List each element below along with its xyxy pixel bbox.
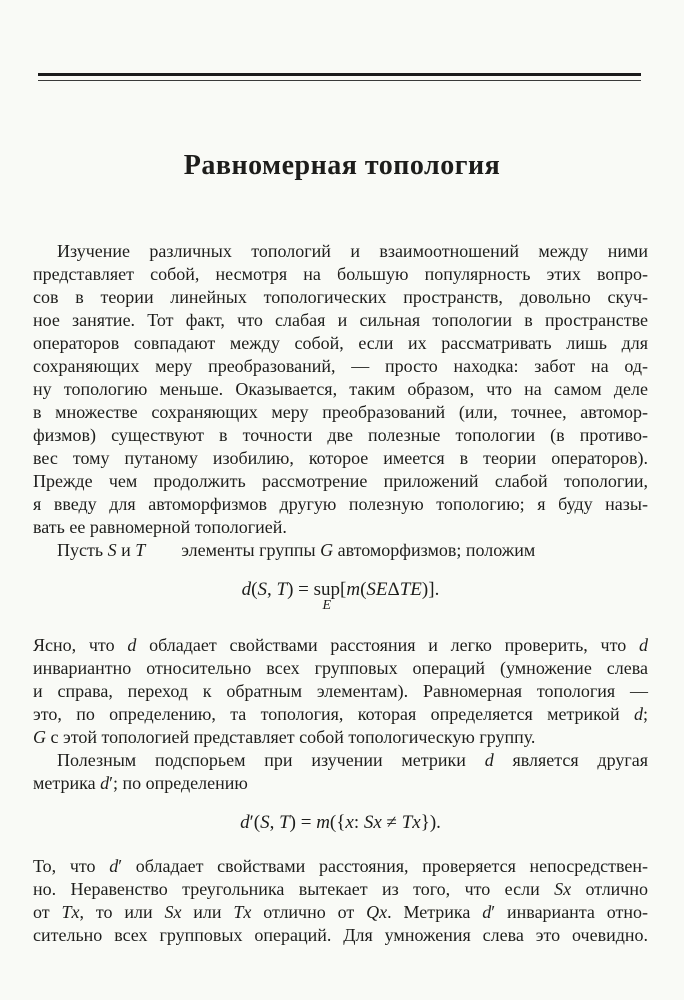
text-line (33, 240, 648, 263)
text-run: и (116, 540, 136, 560)
text-run: вать ее равномерной топологией. (33, 517, 287, 537)
text-run: в множестве сохраняющих меру преобразований (или, точнее, автомор- (33, 402, 648, 422)
math-variable: Tx (61, 902, 80, 922)
math-variable: d (241, 579, 252, 600)
content (33, 240, 648, 947)
text-run: Пусть (57, 540, 108, 560)
math-variable: x (345, 812, 354, 833)
text-line (33, 772, 648, 795)
math-variable: d (240, 812, 250, 833)
paragraph (33, 749, 648, 795)
paragraph (33, 855, 648, 947)
text-run: сохраняющих меру преобразований, — просто находка: забот на од- (33, 356, 648, 376)
math-variable: Qx (366, 902, 388, 922)
text-run: ′ (109, 773, 113, 793)
text-run: , (269, 812, 280, 833)
text-line (33, 493, 648, 516)
math-variable: T (279, 812, 290, 833)
text-line (33, 924, 648, 947)
text-run: ({ (329, 812, 346, 833)
text-run: ′ (249, 812, 254, 833)
text-line (33, 332, 648, 355)
math-variable: S (260, 812, 270, 833)
text-run: с этой топологией представляет собой топологическую группу. (46, 727, 536, 747)
text-run: метрика (33, 773, 101, 793)
math-variable: G (320, 540, 334, 560)
text-run: физмов) существуют в точности две полезные топологии (в противо- (33, 425, 648, 445)
text-run: ( (253, 812, 261, 833)
text-run: ≠ (381, 812, 402, 833)
text-run: элементы группы (181, 540, 321, 560)
page-title: Равномерная топология (183, 150, 501, 181)
text-run: инвариантно относительно всех групповых операций (умножение слева (33, 658, 648, 678)
text-run: представляет собой, несмотря на большую популярность этих вопро- (33, 264, 648, 284)
rule-thin-line (38, 80, 641, 82)
math-variable: Sx (554, 879, 572, 899)
text-line (33, 424, 648, 447)
math-variable: Sx (164, 902, 182, 922)
text-line (33, 516, 648, 539)
text-run: Δ (387, 579, 400, 600)
display-formula (33, 574, 648, 613)
text-run: Ясно, что (33, 635, 128, 655)
text-run: или (181, 902, 234, 922)
text-run: ; по определению (113, 773, 248, 793)
paragraph (33, 539, 648, 562)
text-run: и справа, переход к обратным элементам). Равномерная топология — (33, 681, 648, 701)
math-variable: Tx (233, 902, 252, 922)
text-line (33, 680, 648, 703)
text-line (33, 901, 648, 924)
text-run: от (33, 902, 62, 922)
text-run: ′ (491, 902, 496, 922)
text-run: ) = (289, 812, 317, 833)
text-run: Изучение различных топологий и взаимоотношений между ними (57, 241, 648, 261)
text-line (33, 355, 648, 378)
math-variable: Tx (401, 812, 421, 833)
text-line (33, 378, 648, 401)
text-run: инварианта отно- (495, 902, 648, 922)
math-variable: d (127, 635, 137, 655)
text-line (33, 657, 648, 680)
math-variable: S (257, 579, 267, 600)
math-variable: d (100, 773, 110, 793)
text-run: является другая (493, 750, 648, 770)
text-run: ну топологию меньше. Оказывается, таким образом, что на самом деле (33, 379, 648, 399)
text-run: , то или (79, 902, 165, 922)
math-variable: d (633, 704, 643, 724)
text-run: ; (642, 704, 648, 724)
text-run: отлично от (251, 902, 367, 922)
math-variable: T (276, 579, 288, 600)
text-run: ( (360, 579, 367, 600)
text-run: , (266, 579, 277, 600)
text-run: обладает свойствами расстояния и легко проверить, что (136, 635, 639, 655)
text-run: я введу для автоморфизмов другую полезную топологию; я буду назы- (33, 494, 648, 514)
math-variable: d (482, 902, 492, 922)
text-line (33, 539, 648, 562)
math-variable: SE (366, 579, 388, 600)
text-line (33, 401, 648, 424)
math-variable: d (484, 750, 494, 770)
text-run: }). (420, 812, 441, 833)
paragraph (33, 240, 648, 539)
math-variable: m (316, 812, 330, 833)
display-formula (33, 807, 648, 839)
math-variable: d (109, 856, 119, 876)
text-line (33, 470, 648, 493)
text-run: Полезным подспорьем при изучении метрики (57, 750, 485, 770)
text-run: автоморфизмов; положим (333, 540, 536, 560)
text-line (33, 855, 648, 878)
text-run: отлично (571, 879, 648, 899)
text-run: операторов совпадают между собой, если их рассматривать лишь для (33, 333, 648, 353)
text-run: обладает свойствами расстояния, проверяется непосредствен- (122, 856, 649, 876)
paragraph (33, 634, 648, 749)
math-variable: d (639, 635, 648, 655)
text-line (33, 447, 648, 470)
text-run: . Метрика (387, 902, 483, 922)
text-run (145, 540, 181, 560)
text-run: вес тому путаному изобилию, которое имеется в теории операторов). (33, 448, 648, 468)
text-run: ′ (118, 856, 123, 876)
text-run: это, по определению, та топология, которая определяется метрикой (33, 704, 634, 724)
text-run: [ (340, 579, 347, 600)
text-run: ) = (287, 579, 314, 600)
text-line (33, 263, 648, 286)
text-run: но. Неравенство треугольника вытекает из того, что если (33, 879, 555, 899)
text-run: ( (251, 579, 258, 600)
text-run: ное занятие. Тот факт, что слабая и сильная топологии в пространстве (33, 310, 648, 330)
text-line (33, 309, 648, 332)
sup-operator: sup E (313, 579, 341, 613)
double-rule (38, 73, 641, 81)
text-line (33, 634, 648, 657)
text-run: сов в теории линейных топологических пространств, довольно скуч- (33, 287, 648, 307)
text-run: Прежде чем продолжить рассмотрение приложений слабой топологии, (33, 471, 648, 491)
rule-thick-line (38, 73, 641, 76)
text-line (33, 878, 648, 901)
math-variable: S (107, 540, 117, 560)
math-variable: Sx (363, 812, 382, 833)
math-variable: TE (399, 579, 422, 600)
text-run: : (353, 812, 364, 833)
text-line (33, 286, 648, 309)
text-run: )]. (421, 579, 440, 600)
text-line (33, 749, 648, 772)
text-line (33, 726, 648, 749)
math-variable: T (135, 540, 146, 560)
text-line (33, 703, 648, 726)
math-variable: m (346, 579, 361, 600)
text-run: сительно всех групповых операций. Для умножения слева это очевидно. (33, 925, 648, 945)
math-variable: G (33, 727, 46, 747)
text-run: То, что (33, 856, 110, 876)
